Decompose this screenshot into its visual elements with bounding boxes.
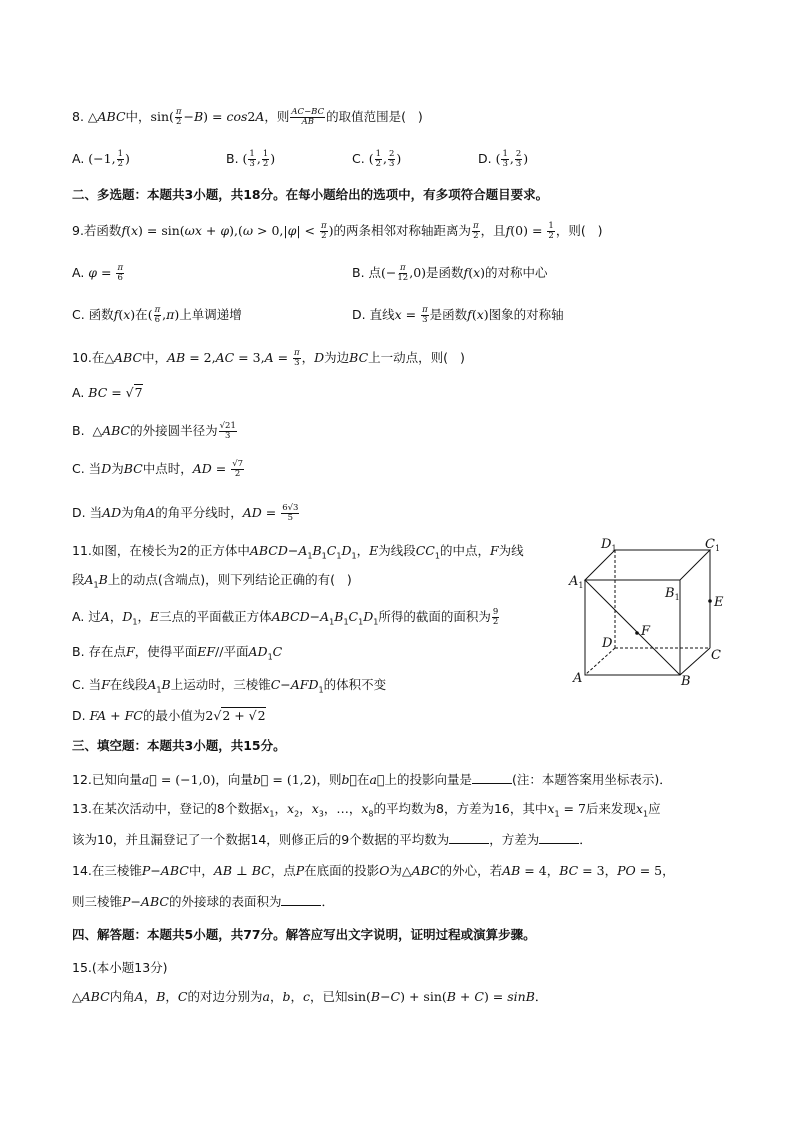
q9-option-c: C. 函数f(x)在( $\frac{\pi}{6}$ ,π)上单调递增 [72, 305, 242, 325]
q10-option-c: C. 当D为BC中点时，AD = $\frac{√7}{2}$ [72, 459, 244, 479]
q15-stem: △ABC内角A，B，C的对边分别为a，b，c，已知sin(B−C) + sin(B + C) = sinB． [72, 989, 548, 1004]
q14-stem-line1: 14.在三棱锥P−ABC中，AB ⊥ BC，点P在底面的投影O为△ABC的外心，若AB = 4，BC = 3，PO = 5， [72, 863, 675, 878]
q11-option-b: B. 存在点F，使得平面EF//平面$AD_1C$ [72, 644, 283, 662]
q9-option-d: D. 直线x = $\frac{\pi}{3}$ 是函数f(x)图象的对称轴 [352, 305, 564, 325]
q15-header: 15.(本小题13分) [72, 960, 168, 975]
q13-stem-line2: 该为10，并且漏登记了一个数据14，则修正后的9个数据的平均数为 ，方差为 ． [72, 832, 592, 847]
q11-option-d: D. FA + FC的最小值为2√2 + √2 [72, 708, 266, 723]
q10-option-b: B. △ABC的外接圆半径为 $\frac{√21}{3}$ [72, 421, 236, 441]
label-b1: $B_1$ [665, 586, 680, 602]
edge-c-b [680, 648, 710, 675]
q8-option-d: D. ( $\frac{1}{3}$ , $\frac{2}{3}$ ) [478, 149, 529, 169]
point-e [708, 599, 712, 603]
label-c: C [711, 648, 721, 663]
label-d1: $D_1$ [601, 537, 617, 553]
section2-heading: 二、多选题：本题共3小题，共18分。在每小题给出的选项中，有多项符合题目要求。 [72, 187, 549, 202]
label-a1: $A_1$ [569, 574, 584, 590]
q14-stem-line2: 则三棱锥P−ABC的外接球的表面积为 ． [72, 894, 334, 909]
q9-stem: 9.若函数f(x) = sin(ωx + φ),(ω > 0,|φ| < $\frac{\pi}{2}$ )的两条相邻对称轴距离为 $\frac{\pi}{2}$ ，且f(0) = $\frac{1}{2}$ ，则( ) [72, 221, 603, 241]
q8-option-a: A. (−1, $\frac{1}{2}$ ) [72, 149, 130, 169]
q13-stem-line1: 13.在某次活动中，登记的8个数据$x_1$，$x_2$，$x_3$，…，$x_8$的平均数为8，方差为16，其中$x_1 = 7$后来发现$x_1$应 [72, 801, 661, 819]
q11-option-c: C. 当F在线段$A_1B$上运动时，三棱锥$C-AFD_1$的体积不变 [72, 677, 387, 695]
label-b: B [681, 674, 691, 685]
edge-d-a [585, 648, 615, 675]
top-face [585, 550, 710, 580]
label-c1: $C_1$ [705, 537, 721, 553]
label-a: A [573, 671, 583, 685]
point-f [635, 631, 639, 635]
q8-option-c: C. ( $\frac{1}{2}$ , $\frac{2}{3}$ ) [352, 149, 402, 169]
section4-heading: 四、解答题：本题共5小题，共77分。解答应写出文字说明，证明过程或演算步骤。 [72, 927, 536, 942]
label-f: F [641, 624, 651, 639]
q11-option-a: A. 过A，$D_1$，E三点的平面截正方体$ABCD-A_1B_1C_1D_1$所得的截面的面积为 $\frac{9}{2}$ [72, 607, 499, 627]
q10-option-d: D. 当AD为角A的角平分线时，AD = $\frac{6√3}{5}$ [72, 503, 299, 523]
q10-option-a: A. BC = √7 [72, 385, 143, 400]
q11-stem-line2: 段$A_1B$上的动点(含端点)，则下列结论正确的有( ) [72, 572, 352, 590]
q12-stem: 12.已知向量a⃗ = (−1,0)，向量b⃗ = (1,2)，则b⃗在a⃗上的投影向量是 (注：本题答案用坐标表示)． [72, 772, 672, 787]
q8-option-b: B. ( $\frac{1}{3}$ , $\frac{1}{2}$ ) [226, 149, 276, 169]
q9-option-b: B. 点(− $\frac{\pi}{12}$ ,0)是函数f(x)的对称中心 [352, 263, 548, 283]
section3-heading: 三、填空题：本题共3小题，共15分。 [72, 738, 286, 753]
q11-stem-line1: 11.如图，在棱长为2的正方体中$ABCD-A_1B_1C_1D_1$，E为线段$CC_1$的中点，F为线 [72, 543, 524, 561]
label-e: E [714, 595, 724, 610]
q9-option-a: A. φ = $\frac{\pi}{6}$ [72, 263, 124, 283]
label-d: D [602, 636, 613, 651]
cube-figure [565, 535, 735, 685]
q8-stem: 8. △ABC中，sin( $\frac{\pi}{2}$ −B) = cos2A，则 $\frac{AC-BC}{AB}$ 的取值范围是( ) [72, 107, 423, 127]
q10-stem: 10.在△ABC中，AB = 2,AC = 3,A = $\frac{\pi}{3}$ ，D为边BC上一动点，则( ) [72, 348, 465, 368]
